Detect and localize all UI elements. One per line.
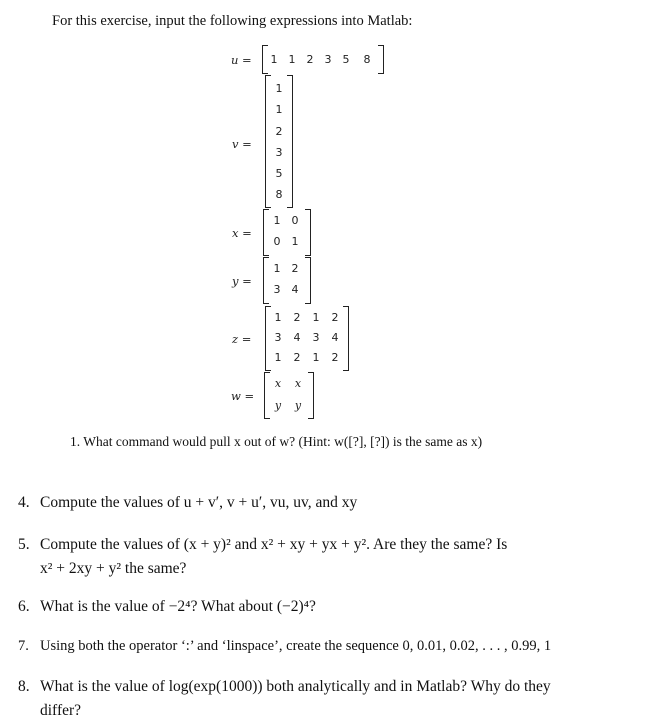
matrix-y-label: y = bbox=[232, 274, 252, 288]
matrix-cell: 1 bbox=[288, 53, 296, 66]
matrix-cell: 1 bbox=[274, 351, 282, 364]
matrix-cell: 1 bbox=[274, 311, 282, 324]
question-8-continuation: differ? bbox=[40, 702, 82, 719]
matrix-v-label: v = bbox=[232, 137, 252, 151]
matrix-cell: 8 bbox=[363, 53, 371, 66]
question-text: What is the value of log(exp(1000)) both analytically and in Matlab? Why do they bbox=[40, 678, 551, 695]
question-5 bbox=[18, 536, 507, 554]
question-1 bbox=[70, 434, 482, 450]
matrix-cell: 3 bbox=[274, 331, 282, 344]
matrix-cell: 5 bbox=[342, 53, 350, 66]
question-number: 1. bbox=[70, 434, 81, 449]
question-number: 8. bbox=[18, 678, 30, 695]
matrix-z-label: z = bbox=[232, 332, 252, 346]
intro-text: For this exercise, input the following expressions into Matlab: bbox=[52, 13, 413, 29]
matrix-w-label: w = bbox=[231, 389, 255, 403]
matrix-cell: 3 bbox=[324, 53, 332, 66]
matrix-cell: 3 bbox=[275, 146, 283, 159]
matrix-v-bracket bbox=[265, 76, 293, 206]
question-number: 4. bbox=[18, 494, 30, 511]
question-text: Using both the operator ‘:’ and ‘linspace’, create the sequence 0, 0.01, 0.02, . . . , 0.99, 1 bbox=[40, 638, 552, 654]
matrix-cell: 2 bbox=[291, 262, 299, 275]
question-7 bbox=[18, 638, 551, 655]
matrix-cell: 4 bbox=[331, 331, 339, 344]
matrix-cell: 2 bbox=[331, 311, 339, 324]
matrix-cell: 3 bbox=[273, 283, 281, 296]
question-text: Compute the values of (x + y)² and x² + xy + yx + y². Are they the same? Is bbox=[40, 536, 508, 553]
question-6 bbox=[18, 598, 316, 616]
question-number: 7. bbox=[18, 638, 29, 654]
matrix-cell: 1 bbox=[312, 351, 320, 364]
matrix-cell: 1 bbox=[312, 311, 320, 324]
matrix-cell: 1 bbox=[291, 235, 299, 248]
question-5-continuation: x² + 2xy + y² the same? bbox=[40, 560, 187, 577]
matrix-cell: 5 bbox=[275, 167, 283, 180]
matrix-cell: 1 bbox=[275, 103, 283, 116]
matrix-cell: x bbox=[294, 377, 302, 390]
matrix-cell: 1 bbox=[275, 82, 283, 95]
question-number: 6. bbox=[18, 598, 30, 615]
matrix-cell: 1 bbox=[273, 262, 281, 275]
matrix-cell: x bbox=[274, 377, 282, 390]
matrix-cell: 2 bbox=[306, 53, 314, 66]
matrix-cell: y bbox=[294, 399, 302, 412]
matrix-cell: 2 bbox=[331, 351, 339, 364]
matrix-cell: 0 bbox=[273, 235, 281, 248]
question-8 bbox=[18, 678, 551, 696]
matrix-cell: 4 bbox=[293, 331, 301, 344]
matrix-cell: 1 bbox=[273, 214, 281, 227]
matrix-cell: 8 bbox=[275, 188, 283, 201]
question-4 bbox=[18, 494, 357, 512]
matrix-cell: 3 bbox=[312, 331, 320, 344]
matrix-cell: 2 bbox=[275, 125, 283, 138]
matrix-u-label: u = bbox=[231, 53, 252, 67]
matrix-cell: 2 bbox=[293, 351, 301, 364]
question-text: What is the value of −2⁴? What about (−2)⁴? bbox=[40, 598, 316, 615]
matrix-cell: 0 bbox=[291, 214, 299, 227]
matrix-cell: 4 bbox=[291, 283, 299, 296]
matrix-cell: 2 bbox=[293, 311, 301, 324]
question-text: What command would pull x out of w? (Hint: w([?], [?]) is the same as x) bbox=[83, 434, 483, 449]
matrix-cell: y bbox=[274, 399, 282, 412]
matrix-x-label: x = bbox=[232, 226, 252, 240]
question-text: Compute the values of u + v′, v + u′, vu, uv, and xy bbox=[40, 494, 358, 511]
question-number: 5. bbox=[18, 536, 30, 553]
matrix-cell: 1 bbox=[270, 53, 278, 66]
